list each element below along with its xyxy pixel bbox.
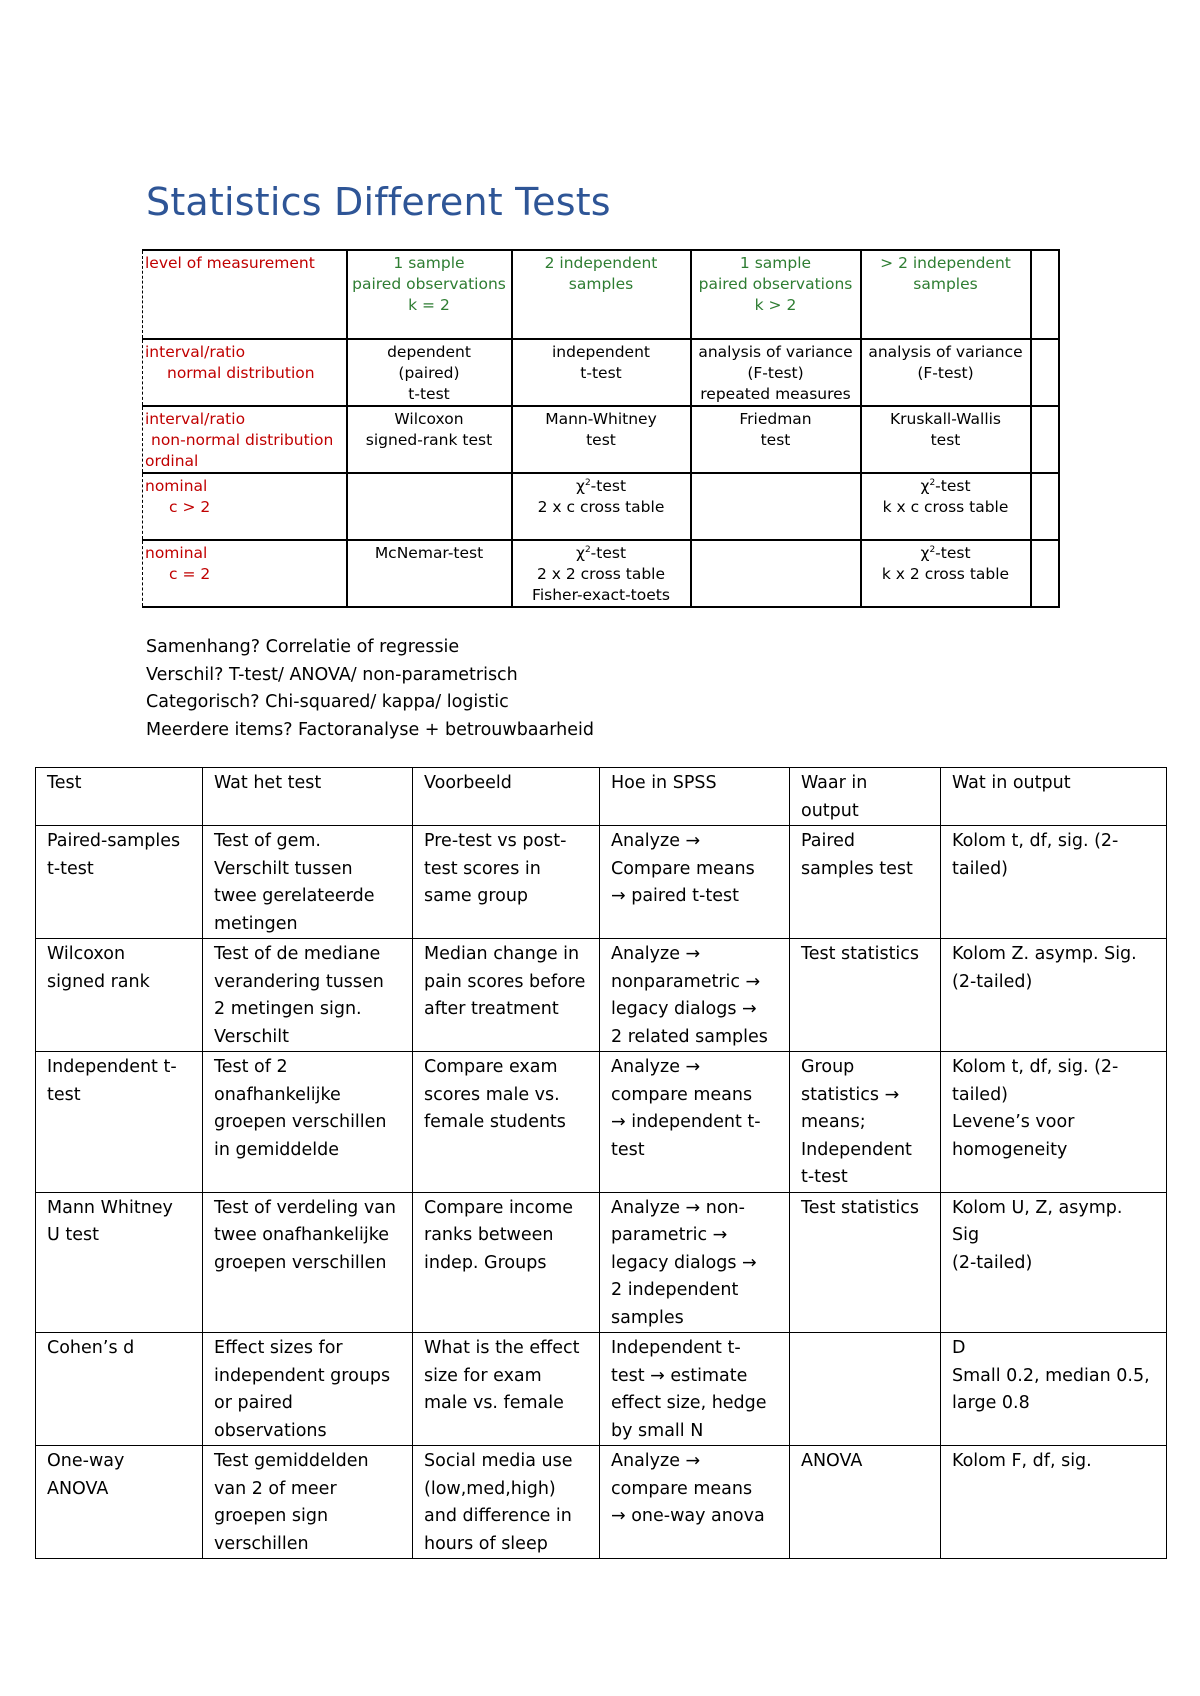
level-of-measurement-header: level of measurement (143, 250, 347, 339)
output-values-cell: Kolom t, df, sig. (2- tailed) Levene’s voor homogeneity (941, 1052, 1167, 1193)
output-values-cell: Kolom F, df, sig. (941, 1446, 1167, 1559)
output-location-cell: Paired samples test (790, 826, 941, 939)
header-1-sample-k-gt-2: 1 sample paired observations k > 2 (691, 250, 861, 339)
table2-header-row (36, 768, 1167, 826)
output-values-cell: D Small 0.2, median 0.5, large 0.8 (941, 1333, 1167, 1446)
table-row (36, 826, 1167, 939)
anova-repeated-cell: analysis of variance (F-test) repeated measures (691, 339, 861, 406)
output-location-cell (790, 1333, 941, 1446)
header-1-sample-paired: 1 sample paired observations k = 2 (347, 250, 512, 339)
chi-square-2xc-cell: $\chi^2$-test 2 x c cross table (512, 473, 691, 540)
table1-row-nominal-c-eq-2 (143, 540, 1059, 607)
output-values-cell: Kolom Z. asymp. Sig. (2-tailed) (941, 939, 1167, 1052)
empty-cell (691, 540, 861, 607)
example-cell: Pre-test vs post- test scores in same group (413, 826, 600, 939)
chi-square-kx2-cell: $\chi^2$-test k x 2 cross table (861, 540, 1031, 607)
example-cell: Social media use (low,med,high) and difference in hours of sleep (413, 1446, 600, 1559)
spss-path-cell: Analyze → compare means → one-way anova (600, 1446, 790, 1559)
header-waar-in-output: Waar in output (790, 768, 941, 826)
test-name-cell: Independent t- test (36, 1052, 203, 1193)
test-name-cell: One-way ANOVA (36, 1446, 203, 1559)
level-cell: interval/ratio non-normal distribution ordinal (143, 406, 347, 473)
note-line: Verschil? T-test/ ANOVA/ non-parametrisch (146, 664, 518, 685)
description-cell: Test of verdeling van twee onafhankelijke groepen verschillen (203, 1192, 413, 1333)
test-name-cell: Mann Whitney U test (36, 1192, 203, 1333)
test-name-cell: Cohen’s d (36, 1333, 203, 1446)
table-row (36, 1446, 1167, 1559)
friedman-cell: Friedman test (691, 406, 861, 473)
table-row (36, 939, 1167, 1052)
anova-cell: analysis of variance (F-test) (861, 339, 1031, 406)
notes-block (146, 634, 594, 744)
header-wat-het-test: Wat het test (203, 768, 413, 826)
description-cell: Test gemiddelden van 2 of meer groepen sign verschillen (203, 1446, 413, 1559)
spss-path-cell: Independent t- test → estimate effect size, hedge by small N (600, 1333, 790, 1446)
example-cell: Compare exam scores male vs. female students (413, 1052, 600, 1193)
empty-cell (691, 473, 861, 540)
header-voorbeeld: Voorbeeld (413, 768, 600, 826)
table1-row-interval-non-normal (143, 406, 1059, 473)
spss-path-cell: Analyze → Compare means → paired t-test (600, 826, 790, 939)
header-wat-in-output: Wat in output (941, 768, 1167, 826)
table1-empty-cell (1031, 473, 1059, 540)
output-location-cell: ANOVA (790, 1446, 941, 1559)
table1-row-nominal-c-gt-2 (143, 473, 1059, 540)
note-line: Categorisch? Chi-squared/ kappa/ logistic (146, 692, 509, 712)
description-cell: Test of 2 onafhankelijke groepen verschillen in gemiddelde (203, 1052, 413, 1193)
wilcoxon-cell: Wilcoxon signed-rank test (347, 406, 512, 473)
chi-square-kxc-cell: $\chi^2$-test k x c cross table (861, 473, 1031, 540)
table1-empty-cell (1031, 339, 1059, 406)
test-name-cell: Wilcoxon signed rank (36, 939, 203, 1052)
mcnemar-cell: McNemar-test (347, 540, 512, 607)
test-name-cell: Paired-samples t-test (36, 826, 203, 939)
page-title: Statistics Different Tests (146, 180, 611, 224)
level-cell: nominal c = 2 (143, 540, 347, 607)
output-location-cell: Group statistics → means; Independent t-test (790, 1052, 941, 1193)
table1-empty-cell (1031, 540, 1059, 607)
level-cell: interval/ratio normal distribution (143, 339, 347, 406)
description-cell: Effect sizes for independent groups or paired observations (203, 1333, 413, 1446)
table1-empty-cell (1031, 406, 1059, 473)
kruskal-wallis-cell: Kruskall-Wallis test (861, 406, 1031, 473)
example-cell: What is the effect size for exam male vs. female (413, 1333, 600, 1446)
dependent-t-test-cell: dependent (paired) t-test (347, 339, 512, 406)
header-hoe-in-spss: Hoe in SPSS (600, 768, 790, 826)
header-2-independent: 2 independent samples (512, 250, 691, 339)
empty-cell (347, 473, 512, 540)
note-line: Samenhang? Correlatie of regressie (146, 637, 460, 657)
test-selection-table (142, 249, 1060, 608)
table1-empty-cell (1031, 250, 1059, 339)
table-row (36, 1192, 1167, 1333)
output-values-cell: Kolom U, Z, asymp. Sig (2-tailed) (941, 1192, 1167, 1333)
spss-path-cell: Analyze → nonparametric → legacy dialogs → 2 related samples (600, 939, 790, 1052)
header-gt-2-independent: > 2 independent samples (861, 250, 1031, 339)
example-cell: Median change in pain scores before after treatment (413, 939, 600, 1052)
mann-whitney-cell: Mann-Whitney test (512, 406, 691, 473)
output-location-cell: Test statistics (790, 1192, 941, 1333)
table-row (36, 1333, 1167, 1446)
note-line: Meerdere items? Factoranalyse + betrouwbaarheid (146, 719, 594, 740)
spss-path-cell: Analyze → compare means → independent t- test (600, 1052, 790, 1193)
independent-t-test-cell: independent t-test (512, 339, 691, 406)
level-cell: nominal c > 2 (143, 473, 347, 540)
table-row (36, 1052, 1167, 1193)
output-location-cell: Test statistics (790, 939, 941, 1052)
table1-header-row (143, 250, 1059, 339)
header-test: Test (36, 768, 203, 826)
table1-row-interval-normal (143, 339, 1059, 406)
description-cell: Test of de mediane verandering tussen 2 metingen sign. Verschilt (203, 939, 413, 1052)
chi-square-2x2-cell: $\chi^2$-test 2 x 2 cross table Fisher-exact-toets (512, 540, 691, 607)
example-cell: Compare income ranks between indep. Groups (413, 1192, 600, 1333)
spss-path-cell: Analyze → non- parametric → legacy dialogs → 2 independent samples (600, 1192, 790, 1333)
spss-tests-table (35, 767, 1167, 1559)
output-values-cell: Kolom t, df, sig. (2- tailed) (941, 826, 1167, 939)
description-cell: Test of gem. Verschilt tussen twee gerelateerde metingen (203, 826, 413, 939)
